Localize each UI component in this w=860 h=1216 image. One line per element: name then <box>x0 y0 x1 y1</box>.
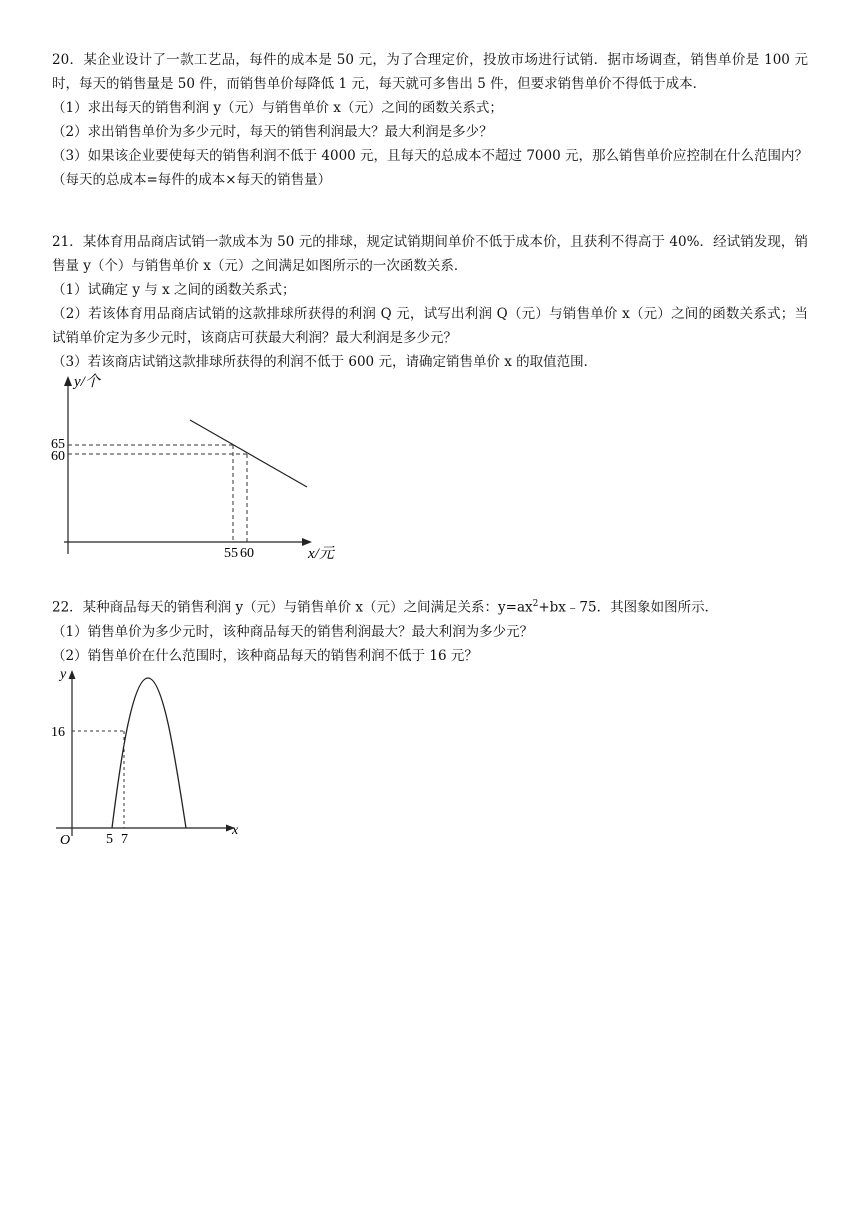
problem-22-stem-after: +bx﹣75．其图象如图所示． <box>538 599 719 616</box>
problem-22-part-2: （2）销售单价在什么范围时，该种商品每天的销售利润不低于 16 元？ <box>52 647 478 664</box>
y-tick-65: 65 <box>51 437 65 452</box>
problem-22-part-1: （1）销售单价为多少元时，该种商品每天的销售利润最大？最大利润为多少元？ <box>52 623 534 640</box>
x-axis-arrow <box>302 538 312 546</box>
problem-21-part-3: （3）若该商店试销这款排球所获得的利润不低于 600 元，请确定销售单价 x 的取值范围． <box>52 354 598 370</box>
problem-20-part-3: （3）如果该企业要使每天的销售利润不低于 4000 元，且每天的总成本不超过 7000 元，那么销售单价应控制在什么范围内？（每天的总成本=每件的成本×每天的销售量） <box>52 148 808 188</box>
problem-20-part-2: （2）求出销售单价为多少元时，每天的销售利润最大？最大利润是多少？ <box>52 124 493 140</box>
problem-20-stem: 20．某企业设计了一款工艺品，每件的成本是 50 元，为了合理定价，投放市场进行试销．据市场调查，销售单价是 100 元时，每天的销售量是 50 件，而销售单价每降低 1 元，每天就可多售出 5 件，但要求销售单价不得低于成本． <box>52 52 808 92</box>
problem-21-part-1: （1）试确定 y 与 x 之间的函数关系式； <box>52 282 296 298</box>
problem-21-stem: 21．某体育用品商店试销一款成本为 50 元的排球，规定试销期间单价不低于成本价，且获利不得高于 40%．经试销发现，销售量 y（个）与销售单价 x（元）之间满足如图所示的一次函数关系． <box>52 234 808 274</box>
problem-20-part-1: （1）求出每天的销售利润 y（元）与销售单价 x（元）之间的函数关系式； <box>52 100 503 116</box>
demand-line <box>190 420 307 487</box>
problem-22-stem-sup: 2 <box>532 599 539 609</box>
problem-22 <box>52 592 808 668</box>
y-tick-60: 60 <box>51 449 65 464</box>
origin-label: O <box>60 833 71 848</box>
y-axis-label: y <box>60 667 67 682</box>
y-axis-arrow <box>69 670 76 679</box>
x-axis-label: x/元 <box>308 546 334 562</box>
y-axis-label: y/个 <box>74 374 100 390</box>
x-tick-60: 60 <box>240 546 254 561</box>
problem-21-part-2: （2）若该体育用品商店试销的这款排球所获得的利润 Q 元，试写出利润 Q（元）与销售单价 x（元）之间的函数关系式；当试销单价定为多少元时，该商店可获最大利润？最大利润是多少元？ <box>52 306 808 346</box>
problem-22-parabola-graph <box>48 664 248 854</box>
x-tick-5: 5 <box>106 832 113 847</box>
problem-22-stem-before: 22．某种商品每天的销售利润 y（元）与销售单价 x（元）之间满足关系：y=ax <box>52 599 533 616</box>
x-axis-label: x <box>232 823 239 838</box>
x-tick-7: 7 <box>121 832 128 847</box>
problem-22-stem <box>52 592 808 620</box>
problem-21 <box>52 230 808 374</box>
y-axis-arrow <box>64 376 72 386</box>
problem-20 <box>52 48 808 192</box>
y-tick-16: 16 <box>51 725 65 740</box>
problem-21-linear-graph <box>50 368 350 568</box>
x-tick-55: 55 <box>224 546 238 561</box>
parabola-curve <box>112 678 186 828</box>
